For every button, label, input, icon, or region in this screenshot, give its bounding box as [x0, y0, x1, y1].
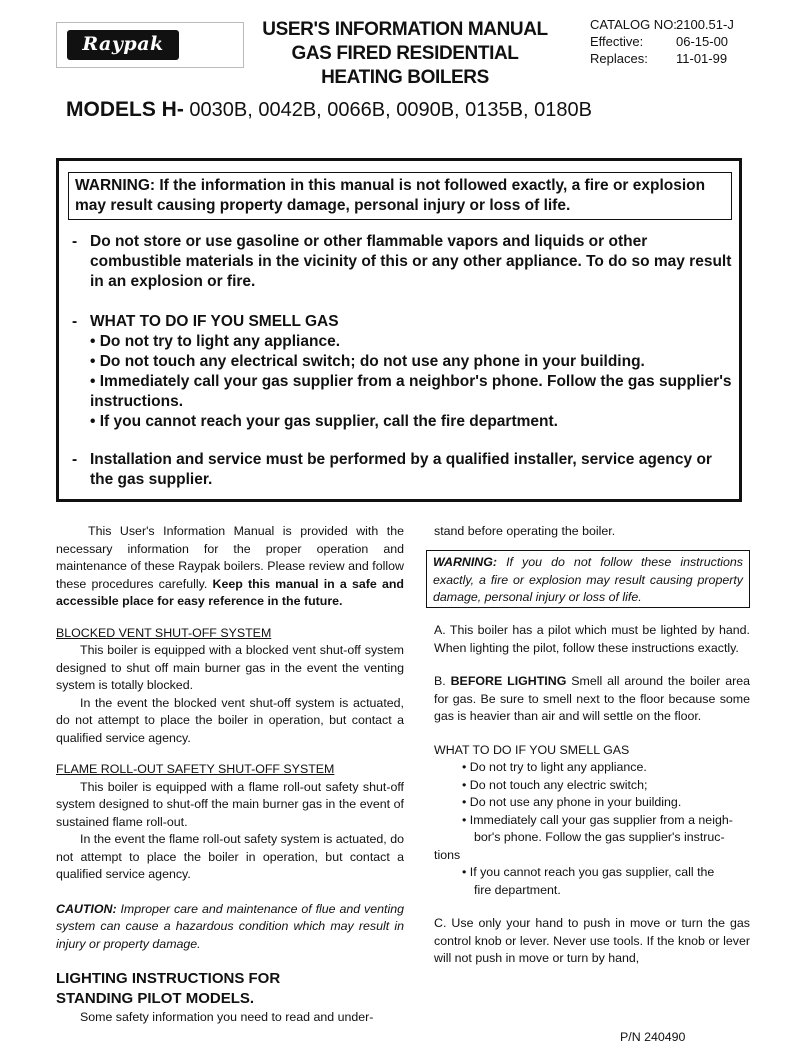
smell-item-4-line1: • Immediately call your gas supplier from a neigh- [462, 812, 733, 827]
smell-item-2: • Do not touch any electric switch; [462, 777, 648, 792]
smell-item-4-line2: bor's phone. Follow the gas supplier's instruc- [474, 830, 725, 844]
logo-text: Raypak [82, 33, 164, 55]
main-warning: WARNING: If the information in this manual is not followed exactly, a fire or explosion may result causing property damage, personal injury or loss of life. [68, 172, 732, 220]
models-list: 0030B, 0042B, 0066B, 0090B, 0135B, 0180B [183, 99, 592, 121]
blocked-vent-p2: In the event the blocked vent shut-off system is actuated, do not attempt to place the boiler in operation, but contact a qualified service agency. [56, 695, 404, 745]
flame-rollout-p2: In the event the flame roll-out safety system is actuated, do not attempt to place the boiler in operation, but contact a qualified service agency. [56, 832, 404, 881]
smell-item-3: • Do not use any phone in your building. [462, 795, 682, 809]
warning-item-smell-gas: - WHAT TO DO IF YOU SMELL GAS • Do not try to light any appliance. • Do not touch any electrical switch; do not use any phone in your building. • Immediately call your gas supplier from a neighbor's phone. Follow the gas supplier's instructions. • If you cannot reach your gas supplier, call the fire department. [72, 313, 732, 430]
smell-item-5-line1: • If you cannot reach you gas supplier, call the [462, 865, 715, 879]
left-column [56, 523, 404, 1027]
part-number: P/N 240490 [620, 1030, 686, 1044]
lighting-title-2: STANDING PILOT MODELS. [56, 990, 255, 1007]
catalog-info [590, 16, 790, 67]
blocked-vent-p1: This boiler is equipped with a blocked vent shut-off system designed to shut off main burner gas in the event the venting system is totally blocked. [56, 643, 404, 692]
step-a: A. This boiler has a pilot which must be lighted by hand. When lighting the pilot, follow these instructions exactly. [434, 623, 750, 655]
models-prefix: MODELS H- [66, 98, 184, 121]
step-b: B. BEFORE LIGHTING Smell all around the boiler area for gas. Be sure to smell next to the floor because some gas is heavier than air and will settle on the floor. [434, 674, 750, 723]
manual-title [250, 18, 560, 90]
title-line-1: USER'S INFORMATION MANUAL [262, 19, 548, 40]
title-line-2: GAS FIRED RESIDENTIAL [291, 43, 519, 64]
lighting-title-1: LIGHTING INSTRUCTIONS FOR [56, 970, 281, 987]
smell-gas-heading: WHAT TO DO IF YOU SMELL GAS [434, 742, 630, 757]
intro-paragraph: This User's Information Manual is provided with the necessary information for the proper operation and maintenance of these Raypak boilers. Please review and follow these procedures carefully. Keep this manual in a safe and accessible place for easy reference in the future. [56, 524, 404, 608]
caution-paragraph: CAUTION: Improper care and maintenance of flue and venting system can cause a hazardous condition which may result in injury or property damage. [56, 901, 404, 951]
warning-item-installation: - Installation and service must be performed by a qualified installer, service agency or the gas supplier. [72, 451, 712, 488]
smell-item-4-line3: tions [434, 847, 461, 862]
title-line-3: HEATING BOILERS [321, 67, 489, 88]
smell-item-1: • Do not try to light any appliance. [462, 760, 647, 774]
right-warning-box: WARNING: If you do not follow these instructions exactly, a fire or explosion may result causing property damage, personal injury or loss of life. [426, 550, 750, 608]
continued-text: stand before operating the boiler. [434, 524, 616, 538]
right-column [434, 622, 750, 968]
raypak-logo [56, 22, 244, 68]
models-line [66, 98, 592, 122]
flame-rollout-heading: FLAME ROLL-OUT SAFETY SHUT-OFF SYSTEM [56, 762, 335, 776]
warning-item-flammables: - Do not store or use gasoline or other flammable vapors and liquids or other combustible materials in the vicinity of this or any other appliance. To do so may result in an explosion or fire. [72, 233, 732, 290]
effective-row: Effective: 06-15-00 [590, 34, 729, 49]
right-column-top [434, 523, 750, 541]
step-c: C. Use only your hand to push in move or turn the gas control knob or lever. Never use tools. If the knob or lever will not push in move or turn by hand, [434, 916, 750, 965]
smell-item-5-line2: fire department. [474, 882, 561, 897]
catalog-row: CATALOG NO:2100.51-J [590, 17, 734, 32]
lighting-paragraph: Some safety information you need to read and under- [80, 1010, 374, 1024]
flame-rollout-p1: This boiler is equipped with a flame roll-out safety shut-off system designed to shut-off the main burner gas in the event of sustained flame roll-out. [56, 779, 404, 829]
blocked-vent-heading: BLOCKED VENT SHUT-OFF SYSTEM [56, 625, 272, 640]
logo-plate [67, 30, 179, 60]
replaces-row: Replaces: 11-01-99 [590, 51, 728, 66]
